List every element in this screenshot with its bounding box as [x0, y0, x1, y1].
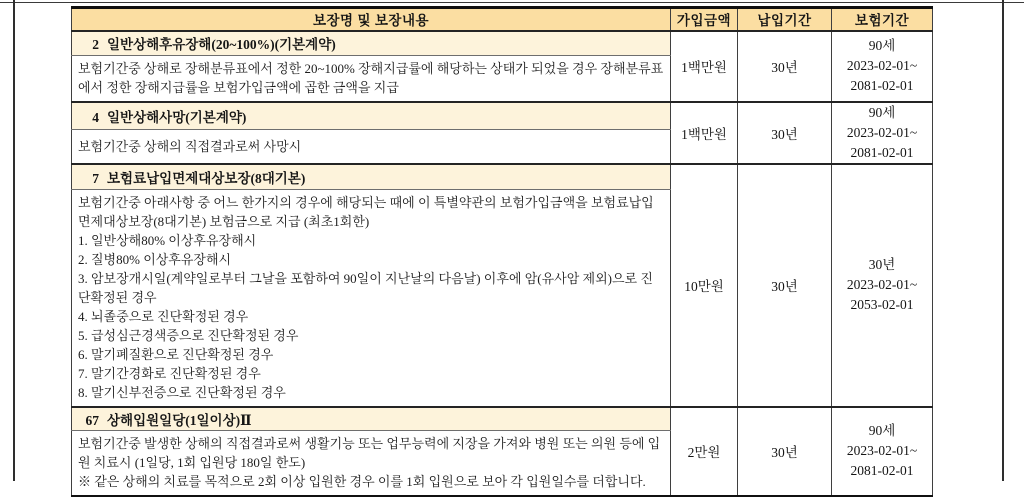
page-right-rule: [1002, 0, 1004, 481]
insurance-period-line: 2053-02-01: [850, 297, 914, 313]
coverage-number: 2: [92, 37, 99, 53]
coverage-67-insurance-period: [832, 407, 933, 497]
insurance-period-line: 2023-02-01~: [846, 125, 918, 140]
coverage-title: 보험료납입면제대상보장(8대기본): [107, 170, 306, 186]
header-payment-period: 납입기간: [738, 8, 832, 31]
description-paragraph: 6. 말기폐질환으로 진단확정된 경우: [78, 346, 274, 362]
coverage-4-title-row: [72, 102, 933, 130]
insurance-period-line: 2081-02-01: [850, 463, 914, 479]
insurance-period-line: 30년: [868, 257, 896, 273]
insurance-period-line: 2081-02-01: [850, 78, 914, 94]
coverage-2-title-row: [72, 31, 933, 56]
insurance-period-line: 90세: [868, 105, 896, 120]
insurance-period-line: 2023-02-01~: [846, 277, 918, 293]
coverage-title: 상해입원일당(1일이상)Ⅱ: [107, 412, 252, 428]
coverage-67-payment-period: 30년: [738, 407, 832, 497]
coverage-2-amount: 1백만원: [671, 31, 738, 103]
page-left-rule: [13, 0, 15, 481]
coverage-7-insurance-period: [832, 164, 933, 407]
coverage-4-description: [72, 130, 671, 164]
description-paragraph: 5. 급성심근경색증으로 진단확정된 경우: [78, 327, 299, 343]
coverage-number: 67: [85, 412, 99, 428]
coverage-4-title-cell: [72, 102, 671, 130]
insurance-period-line: 2023-02-01~: [846, 443, 918, 459]
coverage-7-title-cell: [72, 164, 671, 189]
description-paragraph: 보험기간중 상해의 직접결과로써 사망시: [78, 138, 302, 154]
coverage-67-description: [72, 431, 671, 497]
coverage-2-title-cell: [72, 31, 671, 56]
header-insurance-period: 보험기간: [832, 8, 933, 31]
insurance-period-line: 2023-02-01~: [846, 58, 918, 74]
header-coverage-name: 보장명 및 보장내용: [72, 8, 671, 31]
description-paragraph: 보험기간중 아래사항 중 어느 한가지의 경우에 해당되는 때에 이 특별약관의 보험가입금액을 보험료납입면제대상보장(8대기본) 보험금으로 지급 (최초1회한): [78, 194, 654, 229]
insurance-period-line: 90세: [868, 423, 896, 439]
description-paragraph: 7. 말기간경화로 진단확정된 경우: [78, 365, 261, 381]
description-paragraph: 4. 뇌졸중으로 진단확정된 경우: [78, 308, 249, 324]
description-paragraph: 보험기간중 발생한 상해의 직접결과로써 생활기능 또는 업무능력에 지장을 가져와 병원 또는 의원 등에 입원 치료시 (1일당, 1회 입원당 180일 한도): [78, 436, 661, 470]
coverage-title: 일반상해후유장해(20~100%)(기본계약): [107, 37, 336, 53]
page-top-rule: [0, 2, 1024, 3]
coverage-67-amount: 2만원: [671, 407, 738, 497]
coverage-2-insurance-period: [832, 31, 933, 103]
coverage-7-title-row: [72, 164, 933, 189]
coverage-7-payment-period: 30년: [738, 164, 832, 407]
coverage-2-description: [72, 56, 671, 103]
coverage-number: 7: [92, 170, 99, 186]
coverage-67-title-row: [72, 407, 933, 431]
coverage-2-payment-period: 30년: [738, 31, 832, 103]
coverage-4-payment-period: 30년: [738, 102, 832, 164]
header-amount: 가입금액: [671, 8, 738, 31]
description-paragraph: 1. 일반상해80% 이상후유장해시: [78, 232, 257, 248]
description-paragraph: 3. 암보장개시일(계약일로부터 그날을 포함하여 90일이 지난날의 다음날) 이후에 암(유사암 제외)으로 진단확정된 경우: [78, 270, 653, 305]
coverage-7-description: [72, 189, 671, 407]
table-header-row: [72, 8, 933, 31]
insurance-period-line: 2081-02-01: [850, 145, 914, 160]
description-paragraph: ※ 같은 상해의 치료를 목적으로 2회 이상 입원한 경우 이를 1회 입원으로 보아 각 입원일수를 더합니다.: [78, 474, 646, 489]
description-paragraph: 8. 말기신부전증으로 진단확정된 경우: [78, 384, 286, 400]
coverage-67-title-cell: [72, 407, 671, 431]
description-paragraph: 보험기간중 상해로 장해분류표에서 정한 20~100% 장해지급률에 해당하는 상태가 되었을 경우 장해분류표에서 정한 장해지급률을 보험가입금액에 곱한 금액을 지급: [78, 61, 664, 95]
coverage-title: 일반상해사망(기본계약): [107, 110, 247, 126]
coverage-4-amount: 1백만원: [671, 102, 738, 164]
coverage-table: [71, 6, 933, 497]
coverage-7-amount: 10만원: [671, 164, 738, 407]
coverage-4-insurance-period: [832, 102, 933, 164]
coverage-number: 4: [92, 110, 99, 126]
insurance-period-line: 90세: [868, 38, 896, 54]
description-paragraph: 2. 질병80% 이상후유장해시: [78, 251, 232, 267]
